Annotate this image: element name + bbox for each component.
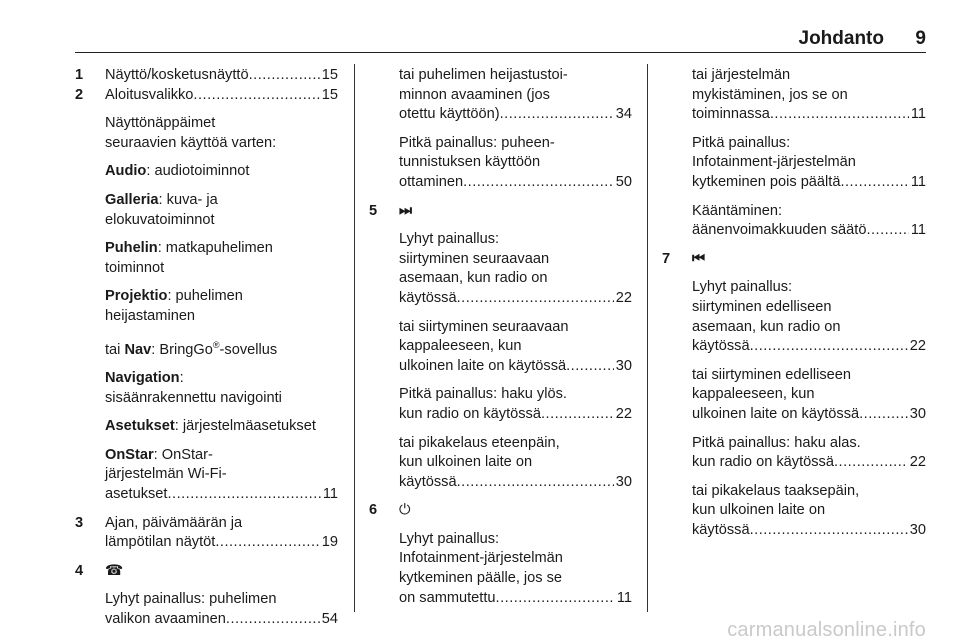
entry-text: käytössä — [692, 521, 750, 538]
entry-text: ulkoinen laite on käytössä — [399, 357, 567, 374]
item-number: 1 — [75, 67, 84, 83]
item-number: 6 — [369, 502, 378, 519]
text-line: siirtyminen seuraavaan — [399, 250, 550, 267]
text-line: Infotainment-järjestelmän — [399, 550, 563, 567]
toc-item-7 — [662, 250, 926, 541]
text-line: asemaan, kun radio on — [692, 318, 841, 335]
toc-entry — [399, 530, 632, 608]
term-label: Puhelin — [105, 240, 158, 257]
term-text: : OnStar- — [153, 446, 213, 463]
text-line: Pitkä painallus: haku ylös. — [399, 386, 567, 403]
phone-handset-icon: ☎ — [105, 562, 124, 579]
text-line: Pitkä painallus: — [692, 134, 791, 151]
text-line: tai siirtyminen seuraavaan — [399, 318, 569, 335]
toc-entry — [105, 514, 338, 553]
term-text: : matkapuhelimen — [157, 240, 273, 257]
dot-leader — [457, 289, 614, 309]
text-line: asemaan, kun radio on — [399, 270, 548, 287]
entry-text: äänenvoimakkuuden säätö — [692, 222, 867, 239]
entry-text: käytössä — [399, 473, 457, 490]
text-line: Lyhyt painallus: — [399, 231, 500, 248]
term-text: : — [179, 369, 184, 386]
page-ref: 11 — [910, 222, 926, 239]
toc-entry — [105, 590, 338, 629]
page-ref: 11 — [322, 485, 338, 502]
page-ref: 15 — [321, 67, 338, 83]
item-number: 5 — [369, 202, 378, 219]
column-divider-1 — [354, 64, 355, 612]
item-number: 7 — [662, 250, 671, 267]
term-label: Navigation — [105, 369, 180, 386]
toc-entry — [399, 318, 632, 377]
entry-text: käytössä — [692, 338, 750, 355]
text-line: minnon avaaminen (jos — [399, 86, 550, 103]
page-ref: 22 — [909, 338, 926, 355]
intro-text — [105, 114, 338, 153]
text-line: tai pikakelaus eteenpäin, — [399, 434, 560, 451]
toc-item-3 — [75, 514, 338, 553]
page-ref: 22 — [615, 289, 632, 306]
dot-leader — [249, 66, 320, 86]
dot-leader — [463, 173, 614, 193]
entry-text: toiminnassa — [692, 106, 770, 123]
dot-leader — [167, 485, 320, 505]
term-suffix: -sovellus — [219, 341, 278, 358]
text-line: tai puhelimen heijastustoi- — [399, 67, 568, 83]
term-text: : kuva- ja — [158, 191, 218, 208]
text-line: Kääntäminen: — [692, 202, 783, 219]
navigation-entry — [105, 369, 338, 408]
page-ref: 50 — [615, 173, 632, 190]
dot-leader — [496, 589, 615, 609]
nav-entry — [105, 336, 338, 360]
term-label: Audio — [105, 163, 147, 180]
toc-entry — [692, 134, 926, 193]
dot-leader — [541, 405, 614, 425]
text-line: sisäänrakennettu navigointi — [105, 389, 282, 406]
text-line: Lyhyt painallus: puhelimen — [105, 591, 277, 608]
toc-item-4 — [75, 562, 338, 630]
dot-leader — [859, 405, 908, 425]
text-line: järjestelmän Wi-Fi- — [105, 466, 227, 483]
asetukset-entry — [105, 417, 338, 437]
power-icon: ⏻ — [399, 502, 411, 519]
dot-leader — [866, 221, 908, 241]
toc-item-1 — [75, 66, 338, 86]
text-line: tai pikakelaus taaksepäin, — [692, 482, 860, 499]
page-ref: 11 — [910, 106, 926, 123]
dot-leader — [226, 610, 320, 630]
term-label: OnStar — [105, 446, 154, 463]
text-line: kappaleeseen, kun — [692, 386, 815, 403]
entry-text: käytössä — [399, 289, 457, 306]
watermark: carmanualsonline.info — [727, 619, 926, 641]
term-text: : BringGo — [151, 341, 213, 358]
page-number: 9 — [915, 28, 926, 49]
projektio-entry — [105, 287, 338, 326]
column-3 — [662, 66, 926, 549]
column-2 — [369, 66, 632, 617]
entry-text: Näyttö/kosketusnäyttö — [105, 67, 249, 83]
text-line: kun ulkoinen laite on — [692, 502, 826, 519]
text-line: tai järjestelmän — [692, 67, 791, 83]
text-line: kappaleeseen, kun — [399, 338, 522, 355]
text-line: tunnistuksen käyttöön — [399, 154, 541, 171]
previous-track-icon: ⏮ — [692, 250, 706, 267]
dot-leader — [750, 337, 908, 357]
text-line: Pitkä painallus: haku alas. — [692, 434, 861, 451]
text-line: heijastaminen — [105, 307, 196, 324]
dot-leader — [457, 473, 614, 493]
entry-text: ottaminen — [399, 173, 464, 190]
column-1 — [75, 66, 338, 639]
item-number: 3 — [75, 514, 84, 531]
entry-text: lämpötilan näytöt — [105, 534, 216, 551]
entry-text: otettu käyttöön) — [399, 106, 500, 123]
toc-entry — [399, 134, 632, 193]
toc-entry — [692, 482, 926, 541]
text-line: elokuvatoiminnot — [105, 211, 215, 228]
dot-leader — [500, 105, 614, 125]
entry-text: asetukset — [105, 485, 168, 502]
toc-entry — [692, 202, 926, 241]
term-label: Nav — [124, 341, 152, 358]
entry-text: ulkoinen laite on käytössä — [692, 405, 860, 422]
text-line: Näyttönäppäimet — [105, 115, 216, 132]
entry-text: kun radio on käytössä — [692, 454, 834, 471]
audio-entry — [105, 162, 338, 182]
page-ref: 30 — [909, 521, 926, 538]
dot-leader — [750, 521, 908, 541]
entry-text: Aloitusvalikko — [105, 86, 194, 103]
text-line: mykistäminen, jos se on — [692, 86, 848, 103]
page-ref: 34 — [615, 106, 632, 123]
dot-leader — [193, 86, 319, 106]
page-ref: 30 — [615, 473, 632, 490]
toc-entry — [692, 434, 926, 473]
dot-leader — [215, 533, 319, 553]
toc-entry — [692, 66, 926, 125]
text-line: tai siirtyminen edelliseen — [692, 366, 851, 383]
toc-item-2 — [75, 86, 338, 505]
dot-leader — [566, 357, 614, 377]
dot-leader — [770, 105, 909, 125]
puhelin-entry — [105, 239, 338, 278]
term-label: Asetukset — [105, 418, 175, 435]
next-track-icon: ⏭ — [399, 202, 413, 219]
page-ref: 54 — [321, 610, 338, 627]
text-line: kytkeminen päälle, jos se — [399, 570, 563, 587]
toc-entry — [692, 278, 926, 356]
toc-item-5 — [369, 202, 632, 493]
text-line: seuraavien käyttöä varten: — [105, 134, 277, 151]
page-ref: 11 — [910, 173, 926, 190]
toc-entry — [105, 86, 338, 106]
page-ref: 22 — [615, 405, 632, 422]
term-text: : audiotoiminnot — [146, 163, 250, 180]
toc-entry — [105, 66, 338, 86]
term-text: : puhelimen — [167, 288, 243, 305]
text-line: Pitkä painallus: puheen- — [399, 134, 555, 151]
text-line: siirtyminen edelliseen — [692, 298, 832, 315]
page-ref: 22 — [909, 454, 926, 471]
entry-text: kun radio on käytössä — [399, 405, 541, 422]
dot-leader — [834, 453, 908, 473]
page-header — [75, 28, 926, 52]
term-label: Galleria — [105, 191, 159, 208]
page-ref: 19 — [321, 534, 338, 551]
toc-entry — [399, 434, 632, 493]
text-line: Lyhyt painallus: — [399, 530, 500, 547]
entry-text: kytkeminen pois päältä — [692, 173, 841, 190]
entry-text: valikon avaaminen — [105, 610, 226, 627]
term-text: : järjestelmäasetukset — [174, 418, 316, 435]
registered-mark: ® — [212, 339, 220, 350]
galleria-entry — [105, 191, 338, 230]
column-divider-2 — [647, 64, 648, 612]
page-ref: 30 — [615, 357, 632, 374]
item-number: 4 — [75, 562, 84, 579]
page-ref: 30 — [909, 405, 926, 422]
onstar-entry — [105, 446, 338, 505]
term-label: Projektio — [105, 288, 168, 305]
dot-leader — [840, 173, 908, 193]
toc-entry — [399, 230, 632, 308]
term-prefix: tai — [105, 341, 125, 358]
text-line: kun ulkoinen laite on — [399, 454, 533, 471]
section-title: Johdanto — [798, 28, 884, 49]
page-ref: 15 — [321, 86, 338, 103]
page-ref: 11 — [616, 589, 632, 606]
text-line: Lyhyt painallus: — [692, 279, 793, 296]
toc-item-6 — [369, 501, 632, 608]
text-line: Ajan, päivämäärän ja — [105, 514, 243, 531]
toc-entry — [399, 66, 632, 125]
text-line: Infotainment-järjestelmän — [692, 154, 856, 171]
toc-entry — [692, 366, 926, 425]
entry-text: on sammutettu — [399, 589, 496, 606]
toc-entry — [399, 385, 632, 424]
item-number: 2 — [75, 86, 84, 103]
text-line: toiminnot — [105, 259, 165, 276]
header-rule — [75, 52, 926, 53]
